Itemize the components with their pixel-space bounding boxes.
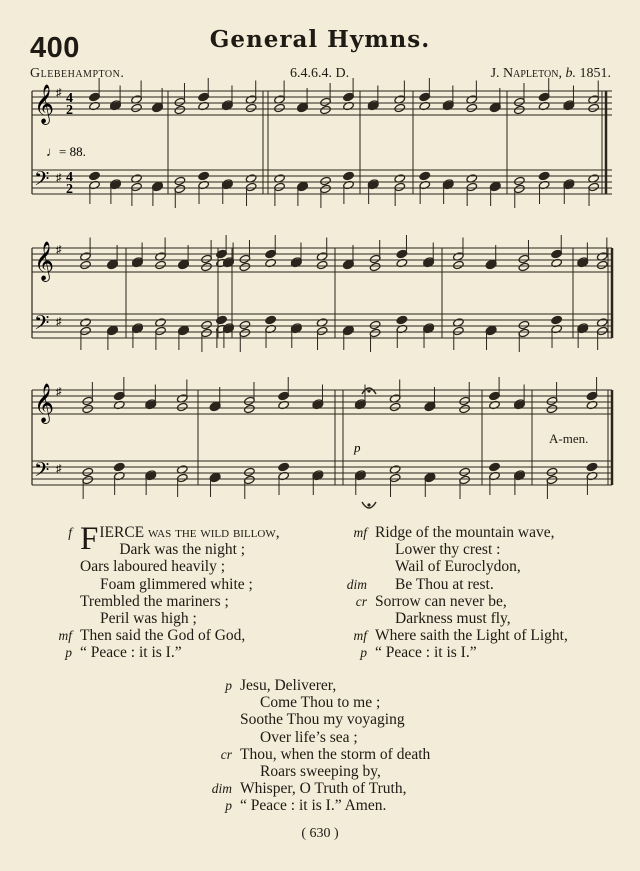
note-head bbox=[396, 315, 408, 324]
note-head bbox=[596, 326, 608, 335]
verse-line-text: Foam glimmered white ; bbox=[100, 575, 253, 593]
note-head bbox=[244, 404, 256, 413]
note-head bbox=[239, 254, 251, 263]
composer-year: 1851. bbox=[579, 66, 611, 81]
tune-name: Glebehampton. bbox=[30, 66, 125, 81]
composer-name: J. Napleton, bbox=[490, 66, 562, 81]
verse-line bbox=[225, 677, 500, 694]
verse-line bbox=[80, 576, 340, 593]
verse-line bbox=[80, 610, 340, 627]
bass-clef-icon: 𝄢 bbox=[34, 458, 50, 486]
note-head bbox=[316, 260, 328, 269]
note-head bbox=[518, 262, 530, 271]
verse-line-text: Ridge of the mountain wave, bbox=[375, 524, 555, 541]
note-head bbox=[131, 103, 143, 112]
verse-line-text: Then said the God of God, bbox=[80, 627, 246, 645]
note-head bbox=[274, 103, 286, 112]
meter: 6.4.6.4. D. bbox=[290, 66, 350, 81]
verse-line-text: Come Thou to me ; bbox=[260, 694, 381, 712]
note-head bbox=[596, 260, 608, 269]
verse-line bbox=[346, 575, 635, 593]
note-head bbox=[245, 103, 257, 112]
note-head bbox=[320, 176, 332, 185]
verse-line-text: Oars laboured heavily ; bbox=[80, 558, 226, 576]
note-head bbox=[588, 103, 600, 112]
note-head bbox=[244, 475, 256, 484]
note-head bbox=[514, 176, 526, 185]
note-head bbox=[389, 402, 401, 411]
note-head bbox=[176, 402, 188, 411]
fermata-bottom bbox=[362, 502, 376, 508]
note-head bbox=[201, 328, 213, 337]
bass-clef-icon: 𝄢 bbox=[34, 167, 50, 195]
verse-line bbox=[220, 745, 500, 763]
hymn-number: 400 bbox=[30, 32, 80, 64]
note-head bbox=[546, 467, 558, 476]
note-head bbox=[176, 473, 188, 482]
time-signature: 4 bbox=[66, 91, 73, 106]
note-head bbox=[278, 462, 290, 471]
note-head bbox=[245, 182, 257, 191]
verse-line bbox=[80, 593, 340, 610]
note-head bbox=[459, 475, 471, 484]
dynamic-mark: p bbox=[225, 678, 232, 693]
verse-line-text: Lower thy crest : bbox=[395, 541, 501, 559]
dynamic-mark: mf bbox=[353, 628, 367, 644]
verse-line-text: Over life’s sea ; bbox=[260, 728, 358, 746]
dynamic-mark: cr bbox=[220, 746, 232, 762]
note-head bbox=[320, 105, 332, 114]
time-signature: 2 bbox=[66, 182, 73, 197]
verse-line-text: Wail of Euroclydon, bbox=[395, 558, 521, 576]
note-head bbox=[201, 262, 213, 271]
amen-label: A-men. bbox=[549, 431, 589, 446]
verse-line-text: Peril was high ; bbox=[100, 609, 197, 627]
verse-line bbox=[80, 558, 340, 575]
verse-line bbox=[240, 711, 500, 728]
note-head bbox=[514, 184, 526, 193]
note-head bbox=[369, 320, 381, 329]
note-head bbox=[419, 92, 431, 101]
note-head bbox=[89, 92, 101, 101]
sharp-icon: ♯ bbox=[56, 87, 62, 99]
note-head bbox=[586, 391, 598, 400]
verse-line bbox=[355, 592, 635, 610]
note-head bbox=[369, 328, 381, 337]
note-head bbox=[216, 315, 228, 324]
dynamic-mark: mf bbox=[58, 628, 72, 644]
note-head bbox=[198, 171, 210, 180]
composer-born-abbrev: b. bbox=[565, 66, 576, 81]
note-head bbox=[174, 97, 186, 106]
verse-line bbox=[240, 729, 500, 746]
note-head bbox=[80, 260, 92, 269]
note-head bbox=[518, 328, 530, 337]
verse-3 bbox=[211, 677, 500, 815]
note-head bbox=[82, 404, 94, 413]
verse-line-text: Soothe Thou my voyaging bbox=[240, 711, 405, 729]
note-head bbox=[518, 254, 530, 263]
verse-line-text: Roars sweeping by, bbox=[260, 762, 381, 780]
note-head bbox=[459, 404, 471, 413]
note-head bbox=[546, 475, 558, 484]
note-head bbox=[113, 391, 125, 400]
verse-line bbox=[65, 644, 340, 662]
verse-line bbox=[353, 627, 635, 645]
verse-line bbox=[360, 644, 635, 662]
note-head bbox=[419, 171, 431, 180]
note-head bbox=[278, 391, 290, 400]
note-head bbox=[538, 92, 550, 101]
note-head bbox=[201, 320, 213, 329]
note-head bbox=[239, 328, 251, 337]
note-head bbox=[82, 467, 94, 476]
note-head bbox=[489, 462, 501, 471]
treble-clef-icon: 𝄞 bbox=[34, 383, 55, 423]
note-head bbox=[239, 262, 251, 271]
verse-line-text: Where saith the Light of Light, bbox=[375, 627, 568, 645]
staff-lines bbox=[32, 91, 612, 485]
note-head bbox=[369, 262, 381, 271]
note-head bbox=[466, 182, 478, 191]
note-head bbox=[265, 315, 277, 324]
note-head bbox=[551, 249, 563, 258]
note-head bbox=[466, 103, 478, 112]
note-head bbox=[546, 404, 558, 413]
tempo-mark: ♩= 88. bbox=[46, 144, 86, 159]
note-head bbox=[174, 184, 186, 193]
note-head bbox=[343, 171, 355, 180]
verse-line-text: Sorrow can never be, bbox=[375, 592, 507, 610]
verse-line-text: Darkness must fly, bbox=[395, 609, 511, 627]
note-head bbox=[198, 92, 210, 101]
dynamic-mark: cr bbox=[355, 593, 367, 609]
note-head bbox=[394, 103, 406, 112]
note-head bbox=[459, 467, 471, 476]
verse-line bbox=[58, 627, 340, 645]
verse-line bbox=[211, 780, 500, 798]
note-head bbox=[316, 326, 328, 335]
note-head bbox=[155, 326, 167, 335]
note-head bbox=[174, 105, 186, 114]
note-head bbox=[453, 326, 465, 335]
dynamic-mark: dim bbox=[211, 781, 232, 797]
note-head bbox=[489, 391, 501, 400]
bass-clef-icon: 𝄢 bbox=[34, 311, 50, 339]
verse-line bbox=[240, 763, 500, 780]
note-head bbox=[551, 315, 563, 324]
page-number: ( 630 ) bbox=[301, 826, 339, 841]
treble-clef-icon: 𝄞 bbox=[34, 241, 55, 281]
note-head bbox=[320, 97, 332, 106]
note-head bbox=[89, 171, 101, 180]
note-head bbox=[244, 396, 256, 405]
note-head bbox=[201, 254, 213, 263]
notes bbox=[80, 78, 608, 499]
verse-line-text: Dark was the night ; bbox=[119, 541, 246, 559]
note-head bbox=[174, 176, 186, 185]
dynamic-mark: p bbox=[65, 645, 72, 661]
note-head bbox=[244, 467, 256, 476]
verse-line bbox=[80, 541, 340, 558]
note-head bbox=[82, 475, 94, 484]
note-head bbox=[546, 396, 558, 405]
note-head bbox=[155, 260, 167, 269]
sharp-icon: ♯ bbox=[56, 172, 62, 184]
note-head bbox=[588, 182, 600, 191]
verse-line-text: Trembled the mariners ; bbox=[80, 592, 229, 610]
dynamic-mark: f bbox=[68, 525, 72, 540]
note-head bbox=[320, 184, 332, 193]
note-head bbox=[453, 260, 465, 269]
verse-line-text: “ Peace : it is I.” Amen. bbox=[240, 797, 387, 815]
note-head bbox=[396, 249, 408, 258]
note-head bbox=[343, 92, 355, 101]
note-head bbox=[518, 320, 530, 329]
dynamic-mark: p bbox=[225, 798, 232, 814]
note-head bbox=[265, 249, 277, 258]
verse-line-text: “ Peace : it is I.” bbox=[375, 644, 477, 662]
treble-clef-icon: 𝄞 bbox=[34, 84, 55, 124]
dynamic-mark: p bbox=[360, 645, 367, 661]
fermata-top bbox=[362, 388, 376, 394]
verse-line-text: Be Thou at rest. bbox=[395, 575, 494, 593]
sharp-icon: ♯ bbox=[56, 386, 62, 398]
time-signature: 4 bbox=[66, 170, 73, 185]
note-head bbox=[80, 326, 92, 335]
note-head bbox=[216, 249, 228, 258]
note-head bbox=[514, 105, 526, 114]
note-head bbox=[82, 396, 94, 405]
note-head bbox=[239, 320, 251, 329]
note-head bbox=[389, 473, 401, 482]
time-signature: 2 bbox=[66, 103, 73, 118]
verse-line bbox=[353, 524, 635, 541]
sharp-icon: ♯ bbox=[56, 463, 62, 475]
dynamic-p: p bbox=[354, 440, 361, 455]
drop-cap: F bbox=[80, 521, 99, 557]
sharp-icon: ♯ bbox=[56, 244, 62, 256]
verse-line bbox=[240, 694, 500, 711]
barlines bbox=[32, 91, 612, 485]
verse-line-text: Jesu, Deliverer, bbox=[240, 677, 337, 694]
note-head bbox=[369, 254, 381, 263]
verse-line-text: Whisper, O Truth of Truth, bbox=[240, 780, 407, 798]
verse-line-text: Thou, when the storm of death bbox=[240, 745, 431, 763]
verse-line bbox=[375, 610, 635, 627]
note-head bbox=[113, 462, 125, 471]
verse-line bbox=[375, 541, 635, 558]
note-head bbox=[459, 396, 471, 405]
verse-line bbox=[375, 558, 635, 575]
verse-2 bbox=[346, 524, 635, 662]
note-head bbox=[586, 462, 598, 471]
section-title: General Hymns. bbox=[209, 26, 431, 53]
verse-line-text: “ Peace : it is I.” bbox=[80, 644, 182, 662]
note-head bbox=[394, 182, 406, 191]
dynamic-mark: dim bbox=[346, 576, 367, 592]
note-head bbox=[514, 97, 526, 106]
sharp-icon: ♯ bbox=[56, 316, 62, 328]
note-head bbox=[274, 182, 286, 191]
verse-1 bbox=[58, 521, 340, 662]
note-head bbox=[131, 182, 143, 191]
dynamic-mark: mf bbox=[353, 525, 367, 540]
verse-line bbox=[225, 797, 500, 815]
note-head bbox=[538, 171, 550, 180]
verse-line-text: IERCE was the wild billow, bbox=[99, 524, 280, 541]
